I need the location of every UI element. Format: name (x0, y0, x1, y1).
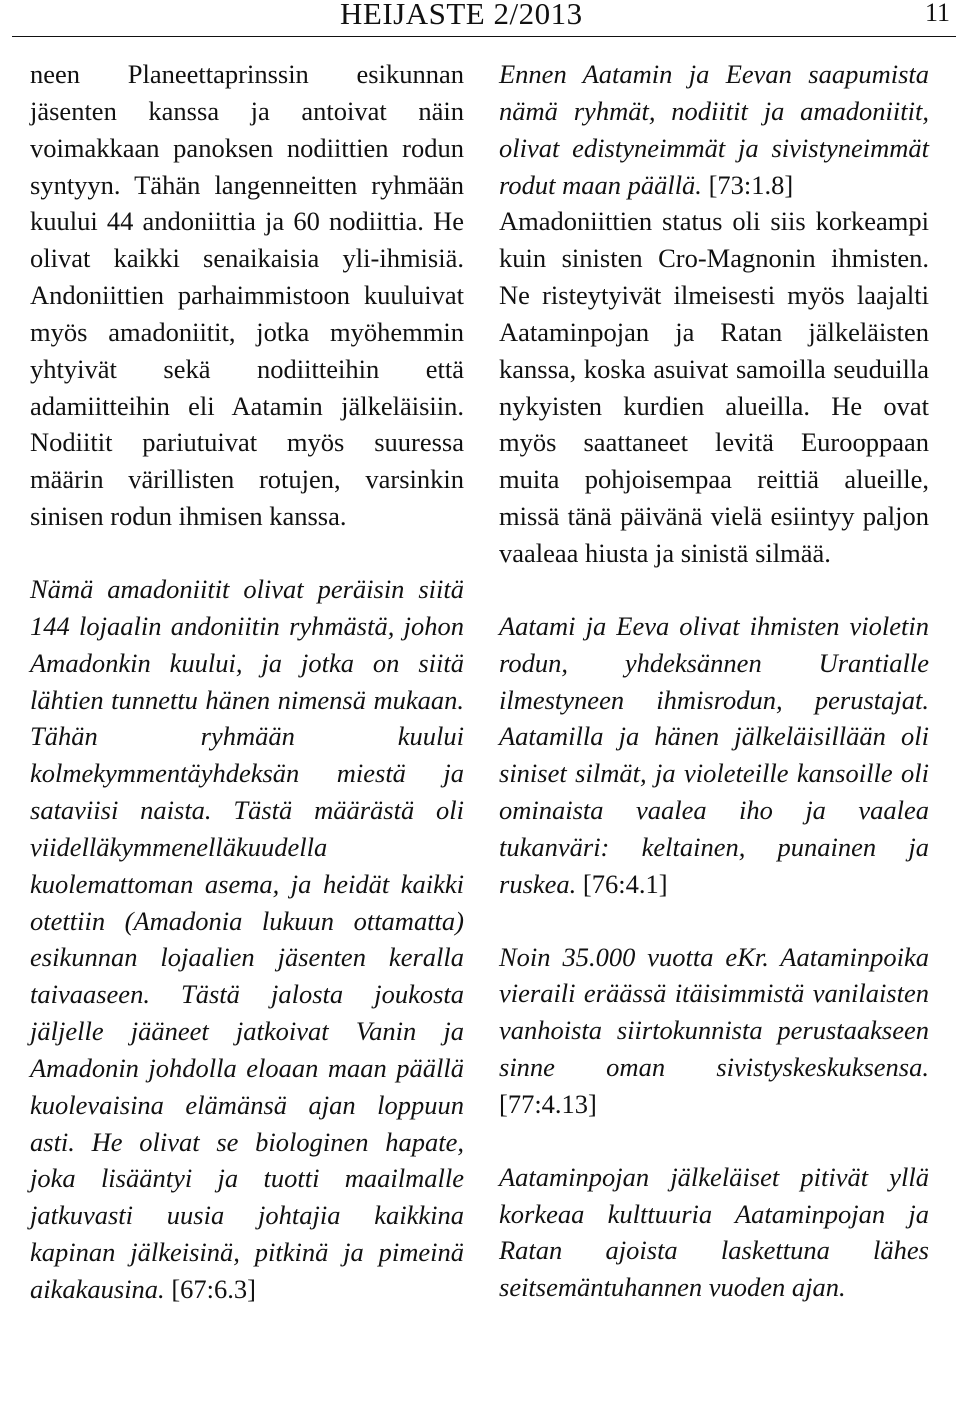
quote-paragraph (499, 608, 929, 903)
citation: [76:4.1] (582, 868, 668, 899)
page-number: 11 (924, 0, 950, 27)
paragraph: Amadoniittien status oli siis korkeampi kuin sinisten Cro-Magnonin ihmisten. Ne risteytyivät ilmeisesti myös laajalti Aataminpojan ja Ratan jälkeläisten kanssa, koska asuivat samoilla seuduilla nykyisten kurdien alueilla. He ovat myös saattaneet levitä Eurooppaan muita pohjoisempaa reittiä alueille, missä tänä päivänä vielä esiintyy paljon vaaleaa hiusta ja sinistä silmää. (499, 206, 929, 568)
right-column (499, 56, 929, 1306)
citation: [73:1.8] (708, 169, 794, 200)
paragraph: neen Planeettaprinssin esikunnan jäsenten kanssa ja antoivat näin voimakkaan panoksen nodiittien rodun syntyyn. Tähän langenneitten ryhmään kuului 44 andoniittia ja 60 nodiittia. He olivat kaikki senaikaisia yli-ihmisiä. Andoniittien parhaimmistoon kuuluivat myös amadoniitit, jotka myöhemmin yhtyivät sekä nodiitteihin että adamiitteihin eli Aatamin jälkeläisiin. Nodiitit pariutuivat myös suuressa määrin värillisten rotujen, varsinkin sinisen rodun ihmisen kanssa. (30, 59, 464, 532)
header-rule (12, 36, 956, 37)
quote-paragraph (499, 939, 929, 1123)
quote-text: Nämä amadoniitit olivat peräisin siitä 144 lojaalin andoniitin ryhmästä, johon Amadonkin kuului, ja jotka on siitä lähtien tunnettu hänen nimensä mukaan. Tähän ryhmään kuului kolmekymmentäyhdeksän miestä ja sataviisi naista. Tästä määrästä oli viidelläkymmenelläkuudella kuolemattoman asema, ja heidät kaikki otettiin (Amadonia lukuun ottamatta) esikunnan lojaalien jäsenten keralla taivaaseen. Tästä jalosta joukosta jäljelle jääneet jatkoivat Vanin ja Amadonin johdolla eloaan maan päällä kuolevaisina elämänsä ajan loppuun asti. He olivat se biologinen hapate, joka lisääntyi ja tuotti maailmalle jatkuvasti uusia johtajia kaikkina kapinan jälkeisinä, pitkinä ja pimeinä aikakausina. (30, 573, 464, 1304)
left-column (30, 56, 464, 1308)
citation: [77:4.13] (499, 1088, 597, 1119)
page-header (0, 0, 960, 40)
citation: [67:6.3] (171, 1274, 256, 1304)
quote-paragraph (30, 571, 464, 1308)
quote-paragraph (499, 56, 929, 203)
quote-text: Aatami ja Eeva olivat ihmisten violetin rodun, yhdeksännen Urantialle ilmestyneen ihmisrodun, perustajat. Aatamilla ja hänen jälkeläisillään oli siniset silmät, ja violeteille kansoille oli ominaista vaalea iho ja vaalea tukanväri: keltainen, punainen ja ruskea. (499, 610, 929, 899)
quote-paragraph: Aataminpojan jälkeläiset pitivät yllä korkeaa kulttuuria Aataminpojan ja Ratan ajoista laskettuna lähes seitsemäntuhannen vuoden ajan. (499, 1161, 929, 1303)
quote-text: Noin 35.000 vuotta eKr. Aataminpoika vieraili eräässä itäisimmistä vanilaisten vanhoista siirtokunnista perustaakseen sinne oman sivistyskeskuksensa. (499, 941, 929, 1083)
journal-title: HEIJASTE 2/2013 (340, 0, 583, 31)
quote-text: Ennen Aatamin ja Eevan saapumista nämä ryhmät, nodiitit ja amadoniitit, olivat edistyneimmät ja sivistyneimmät rodut maan päällä. (499, 59, 929, 200)
